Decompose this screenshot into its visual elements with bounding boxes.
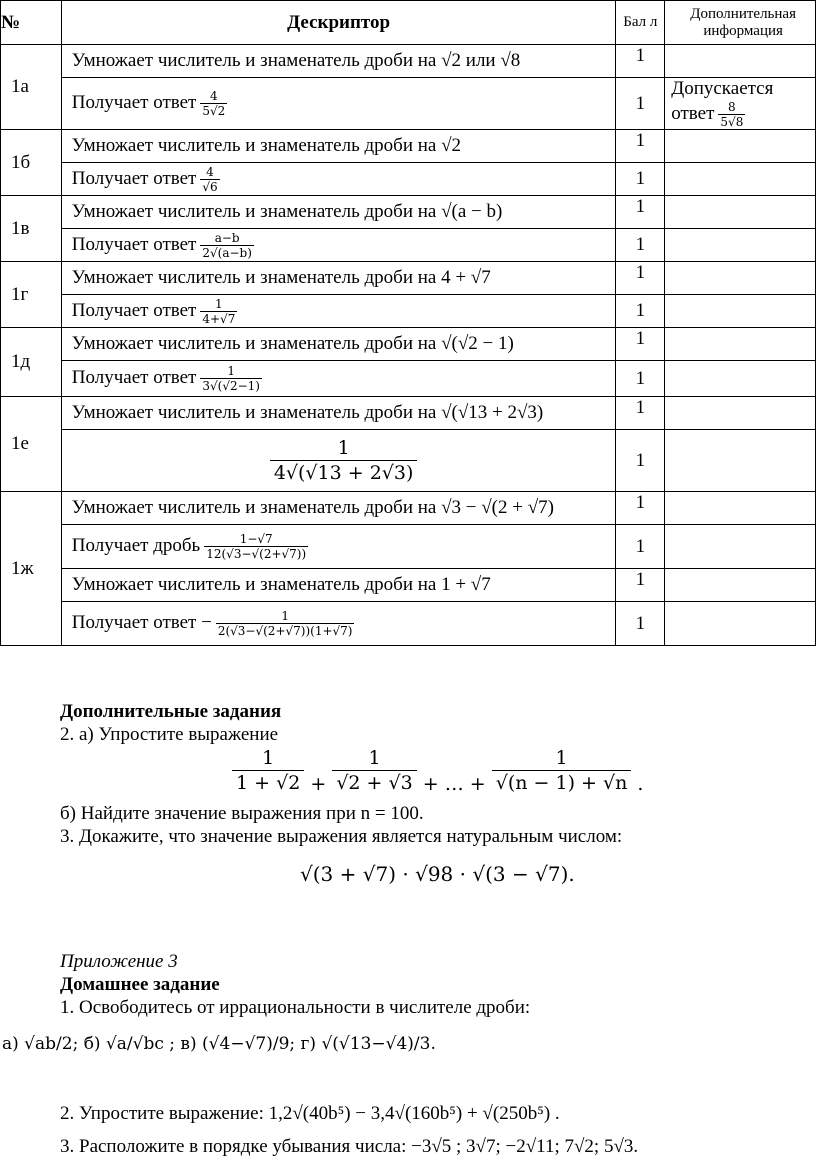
score-cell: 1 [616, 430, 665, 492]
extra-info-cell [665, 130, 816, 163]
answer-fraction: $\frac{1-√7}{12(√3-√(2+√7))}$ [206, 532, 307, 561]
extra-tasks-2 [60, 802, 622, 848]
descriptor-cell: Умножает числитель и знаменатель дроби на √(√13 + 2√3) [61, 397, 616, 430]
table-row [1, 295, 816, 328]
home-task-1: 1. Освободитесь от иррациональности в числителе дроби: [60, 997, 531, 1018]
extra-info-cell [665, 492, 816, 525]
home-task-1-items: а) √ab/2; б) √a/√bc ; в) (√4−√7)/9; г) √(√13−√4)/3. [2, 1034, 436, 1054]
table-row [1, 602, 816, 646]
header-num: № [1, 1, 62, 45]
answer-fraction: $\frac{1}{2(√3-√(2+√7))(1+√7)}$ [217, 609, 353, 638]
score-cell: 1 [616, 163, 665, 196]
descriptor-cell: Получает ответ $\frac{4}{5√2}$ [61, 78, 616, 130]
descriptor-cell: Умножает числитель и знаменатель дроби на √(√2 − 1) [61, 328, 616, 361]
table-row [1, 430, 816, 492]
table-row [1, 229, 816, 262]
answer-fraction: $\frac{1}{3√(√2-1)}$ [202, 364, 260, 393]
header-descriptor: Дескриптор [61, 1, 616, 45]
home-task-2: 2. Упростите выражение: 1,2√(40b⁵) − 3,4√(160b⁵) + √(250b⁵) . [60, 1103, 560, 1124]
row-number: 1ж [1, 492, 62, 646]
score-cell: 1 [616, 45, 665, 78]
score-cell: 1 [616, 361, 665, 397]
extra-info-cell: Допускается ответ $\frac{8}{5√8}$ [665, 78, 816, 130]
extra-info-cell [665, 361, 816, 397]
descriptor-cell: Умножает числитель и знаменатель дроби на 4 + √7 [61, 262, 616, 295]
row-number: 1б [1, 130, 62, 196]
extra-info-cell [665, 525, 816, 569]
descriptor-cell: Получает ответ $\frac{1}{3√(√2-1)}$ [61, 361, 616, 397]
table-row [1, 525, 816, 569]
answer-fraction: $\frac{1}{4√(√13 + 2√3)}$ [270, 436, 418, 485]
task-2b: б) Найдите значение выражения при n = 100. [60, 803, 424, 824]
descriptor-cell: Получает ответ $\frac{a-b}{2√(a-b)}$ [61, 229, 616, 262]
row-number: 1д [1, 328, 62, 397]
answer-fraction: $\frac{1}{4+√7}$ [202, 296, 236, 326]
score-cell: 1 [616, 569, 665, 602]
score-cell: 1 [616, 229, 665, 262]
score-cell: 1 [616, 196, 665, 229]
header-extra: Дополнительная информация [665, 1, 816, 45]
extra-info-cell [665, 328, 816, 361]
appendix-title: Домашнее задание [60, 974, 220, 995]
answer-fraction: $\frac{4}{5√2}$ [202, 89, 226, 118]
descriptor-cell: Умножает числитель и знаменатель дроби на 1 + √7 [61, 569, 616, 602]
row-number: 1е [1, 397, 62, 492]
home-tasks [60, 1102, 638, 1158]
extra-info-cell [665, 163, 816, 196]
score-cell: 1 [616, 397, 665, 430]
extra-info-cell [665, 602, 816, 646]
score-cell: 1 [616, 602, 665, 646]
answer-fraction: $\frac{4}{√6}$ [202, 164, 218, 194]
appendix [60, 950, 530, 1019]
descriptor-cell: Умножает числитель и знаменатель дроби на √3 − √(2 + √7) [61, 492, 616, 525]
score-cell: 1 [616, 262, 665, 295]
table-row [1, 45, 816, 78]
extra-info-cell [665, 397, 816, 430]
sum-expression: $\frac{1}{1 + √2}$ + $\frac{1}{√2 + √3}$ + … + $\frac{1}{√(n - 1) + √n}$ . [232, 746, 643, 795]
task-2a: 2. а) Упростите выражение [60, 724, 279, 745]
descriptor-cell: Умножает числитель и знаменатель дроби на √2 или √8 [61, 45, 616, 78]
row-number: 1г [1, 262, 62, 328]
home-task-3: 3. Расположите в порядке убывания числа: −3√5 ; 3√7; −2√11; 7√2; 5√3. [60, 1136, 639, 1157]
descriptor-cell [61, 430, 616, 492]
table-row [1, 492, 816, 525]
score-cell: 1 [616, 492, 665, 525]
table-row [1, 328, 816, 361]
extra-tasks [60, 700, 281, 746]
extra-info-cell [665, 430, 816, 492]
score-cell: 1 [616, 525, 665, 569]
table-row [1, 78, 816, 130]
row-number: 1а [1, 45, 62, 130]
descriptor-cell: Умножает числитель и знаменатель дроби на √2 [61, 130, 616, 163]
extra-info-cell [665, 196, 816, 229]
descriptor-cell: Получает ответ $\frac{1}{4+√7}$ [61, 295, 616, 328]
table-row [1, 361, 816, 397]
extra-info-cell [665, 45, 816, 78]
extra-info-cell [665, 295, 816, 328]
score-cell: 1 [616, 78, 665, 130]
descriptor-cell: Получает ответ − $\frac{1}{2(√3-√(2+√7))(1+√7)}$ [61, 602, 616, 646]
task-3: 3. Докажите, что значение выражения является натуральным числом: [60, 826, 623, 847]
table-row [1, 130, 816, 163]
descriptor-cell: Получает ответ $\frac{4}{√6}$ [61, 163, 616, 196]
row-number: 1в [1, 196, 62, 262]
task-3-expression: √(3 + √7) · √98 · √(3 − √7). [300, 862, 575, 886]
extra-tasks-title: Дополнительные задания [60, 701, 282, 722]
table-row [1, 397, 816, 430]
extra-info-cell [665, 569, 816, 602]
table-row [1, 163, 816, 196]
descriptor-cell: Получает дробь $\frac{1-√7}{12(√3-√(2+√7))}$ [61, 525, 616, 569]
score-cell: 1 [616, 328, 665, 361]
score-cell: 1 [616, 130, 665, 163]
extra-info-cell [665, 229, 816, 262]
appendix-label: Приложение 3 [60, 951, 178, 972]
table-row [1, 196, 816, 229]
extra-info-cell [665, 262, 816, 295]
descriptor-cell: Умножает числитель и знаменатель дроби на √(a − b) [61, 196, 616, 229]
answer-fraction: $\frac{a-b}{2√(a-b)}$ [202, 230, 252, 260]
table-row [1, 262, 816, 295]
header-score: Бал л [616, 1, 665, 45]
score-cell: 1 [616, 295, 665, 328]
table-row [1, 569, 816, 602]
